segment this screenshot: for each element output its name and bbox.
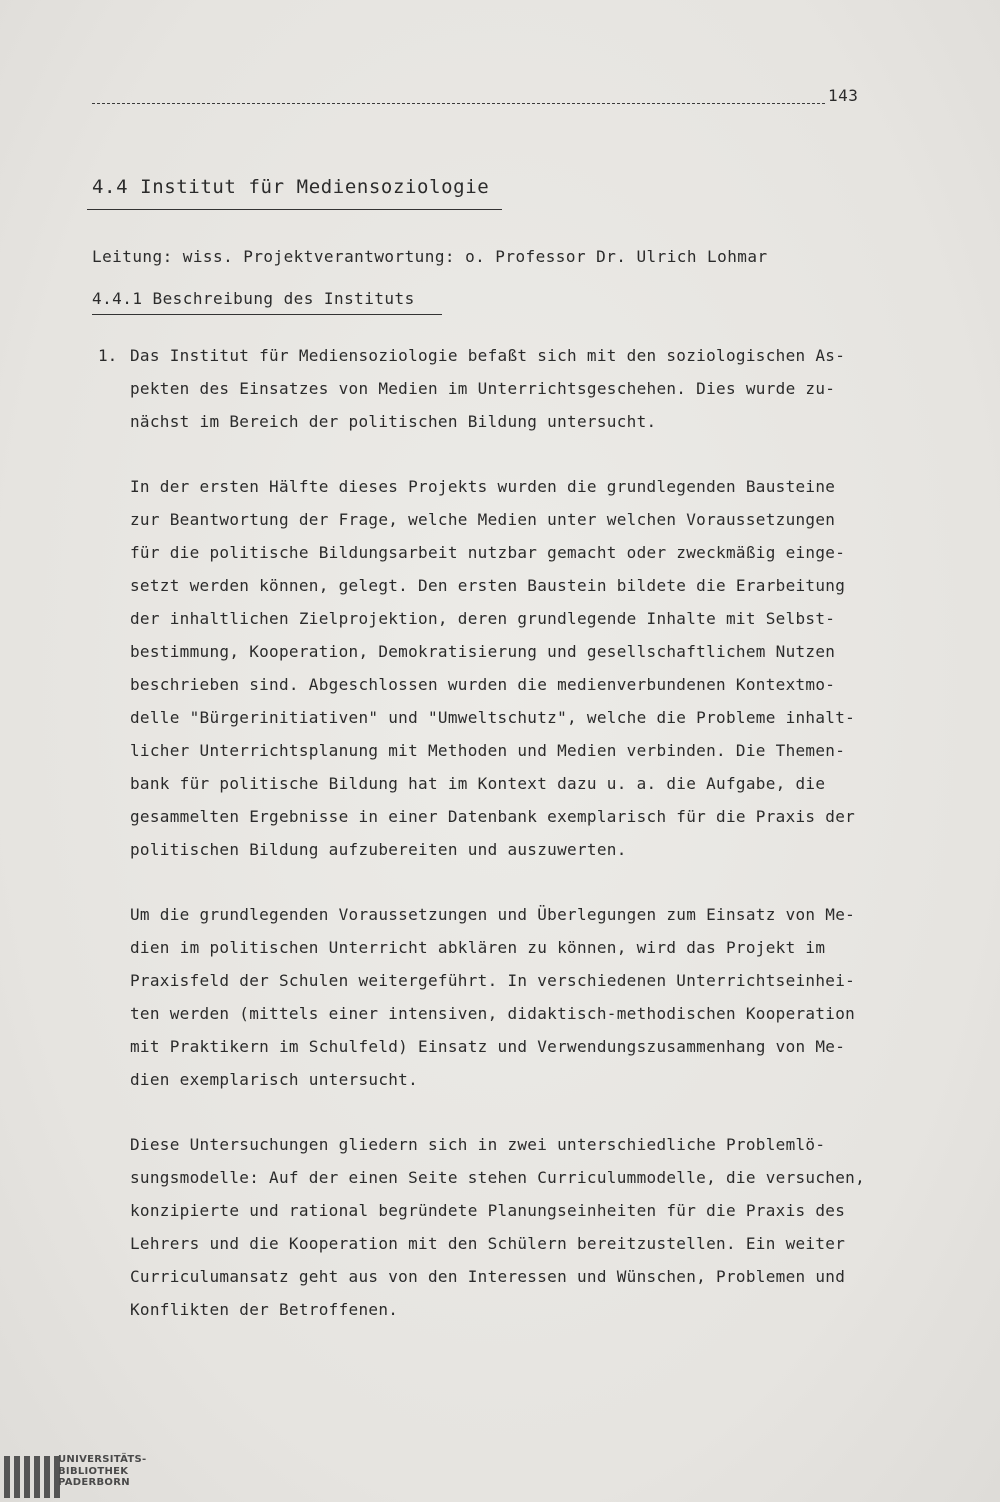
body-line: der inhaltlichen Zielprojektion, deren grundlegende Inhalte mit Selbst- <box>130 609 836 628</box>
logo-line: UNIVERSITÄTS- <box>58 1454 147 1465</box>
body-line: Curriculumansatz geht aus von den Interessen und Wünschen, Problemen und <box>130 1267 846 1286</box>
body-line: mit Praktikern im Schulfeld) Einsatz und Verwendungszusammenhang von Me- <box>130 1037 846 1056</box>
library-logo <box>0 1450 160 1502</box>
page-number: 143 <box>828 86 859 105</box>
header-rule <box>92 103 825 104</box>
section-title-underline <box>87 209 502 210</box>
body-line: bestimmung, Kooperation, Demokratisierung und gesellschaftlichem Nutzen <box>130 642 836 661</box>
body-line: Das Institut für Mediensoziologie befaßt sich mit den soziologischen As- <box>130 346 846 365</box>
body-line: politischen Bildung aufzubereiten und auszuwerten. <box>130 840 627 859</box>
body-line: beschrieben sind. Abgeschlossen wurden die medienverbundenen Kontextmo- <box>130 675 836 694</box>
body-line: dien exemplarisch untersucht. <box>130 1070 419 1089</box>
section-title: 4.4 Institut für Mediensoziologie <box>92 176 490 198</box>
leitung-line: Leitung: wiss. Projektverantwortung: o. Professor Dr. Ulrich Lohmar <box>92 247 768 266</box>
body-line: licher Unterrichtsplanung mit Methoden und Medien verbinden. Die Themen- <box>130 741 846 760</box>
body-line: pekten des Einsatzes von Medien im Unterrichtsgeschehen. Dies wurde zu- <box>130 379 836 398</box>
body-line: nächst im Bereich der politischen Bildung untersucht. <box>130 412 657 431</box>
body-line: für die politische Bildungsarbeit nutzbar gemacht oder zweckmäßig einge- <box>130 543 846 562</box>
body-line: gesammelten Ergebnisse in einer Datenbank exemplarisch für die Praxis der <box>130 807 856 826</box>
body-line: Lehrers und die Kooperation mit den Schülern bereitzustellen. Ein weiter <box>130 1234 846 1253</box>
body-line: In der ersten Hälfte dieses Projekts wurden die grundlegenden Bausteine <box>130 477 836 496</box>
library-logo-text <box>58 1454 147 1489</box>
library-logo-icon <box>4 1456 60 1498</box>
logo-line: BIBLIOTHEK <box>58 1465 129 1477</box>
body-line: Um die grundlegenden Voraussetzungen und Überlegungen zum Einsatz von Me- <box>130 905 856 924</box>
logo-line: PADERBORN <box>58 1477 130 1488</box>
body-line: ten werden (mittels einer intensiven, didaktisch-methodischen Kooperation <box>130 1004 856 1023</box>
body-line: sungsmodelle: Auf der einen Seite stehen Curriculummodelle, die versuchen, <box>130 1168 866 1187</box>
subsection-title-underline <box>92 314 442 315</box>
body-line: konzipierte und rational begründete Planungseinheiten für die Praxis des <box>130 1201 846 1220</box>
item-number: 1. <box>98 346 118 365</box>
body-line: dien im politischen Unterricht abklären zu können, wird das Projekt im <box>130 938 826 957</box>
body-line: delle "Bürgerinitiativen" und "Umweltschutz", welche die Probleme inhalt- <box>130 708 856 727</box>
body-line: bank für politische Bildung hat im Kontext dazu u. a. die Aufgabe, die <box>130 774 826 793</box>
body-line: zur Beantwortung der Frage, welche Medien unter welchen Voraussetzungen <box>130 510 836 529</box>
body-line: Konflikten der Betroffenen. <box>130 1300 399 1319</box>
body-line: Praxisfeld der Schulen weitergeführt. In verschiedenen Unterrichtseinhei- <box>130 971 856 990</box>
subsection-title: 4.4.1 Beschreibung des Instituts <box>92 289 415 308</box>
body-line: setzt werden können, gelegt. Den ersten Baustein bildete die Erarbeitung <box>130 576 846 595</box>
body-line: Diese Untersuchungen gliedern sich in zwei unterschiedliche Problemlö- <box>130 1135 826 1154</box>
